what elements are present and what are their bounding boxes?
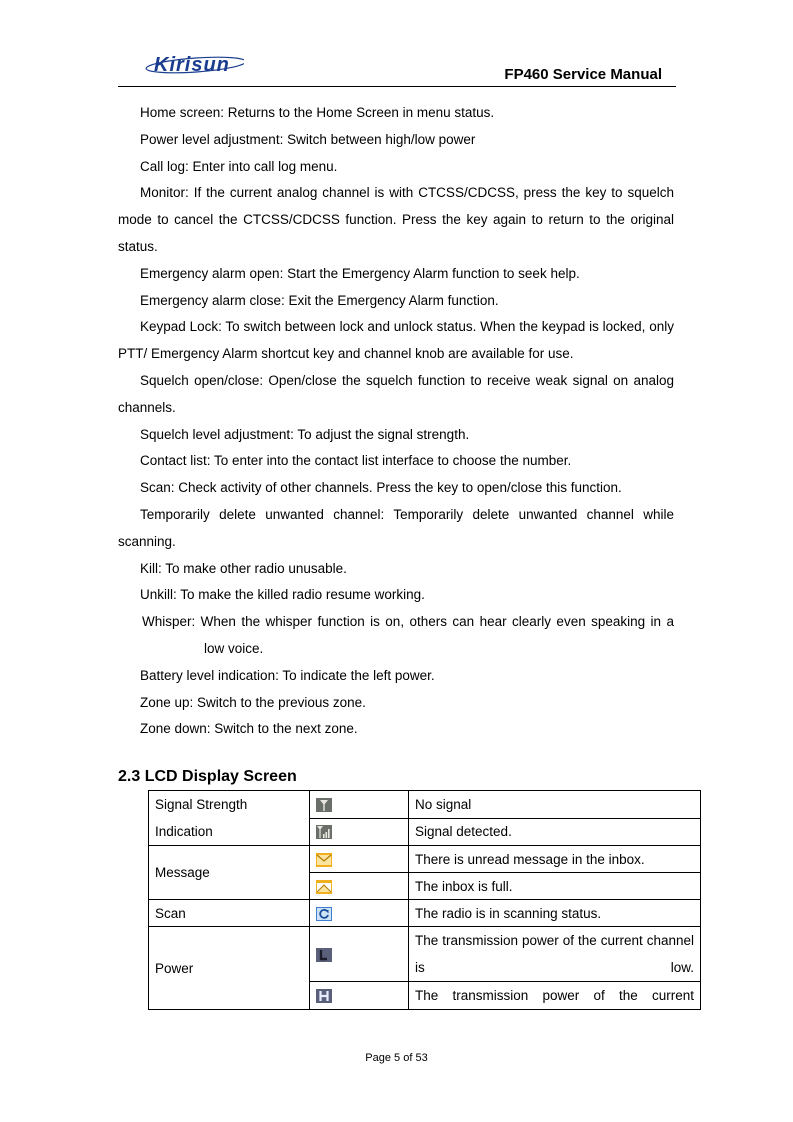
section-title: 2.3 LCD Display Screen [118, 768, 297, 785]
icon-cell [310, 982, 409, 1010]
icon-cell [310, 927, 409, 982]
paragraph-whisper: Whisper: When the whisper function is on, others can hear clearly even speaking in a low voice. [142, 614, 674, 656]
signal-full-icon [316, 825, 332, 839]
paragraph-home-screen: Home screen: Returns to the Home Screen in menu status. [140, 105, 495, 120]
description: Signal detected. [409, 818, 701, 846]
paragraph-monitor: Monitor: If the current analog channel is with CTCSS/CDCSS, press the key to squelch mode to cancel the CTCSS/CDCSS function. Press the key again to return to the original status. [118, 185, 674, 254]
paragraph-keypad-lock: Keypad Lock: To switch between lock and unlock status. When the keypad is locked, only PTT/ Emergency Alarm shortcut key and channel knob are available for use. [118, 319, 674, 362]
paragraph-kill: Kill: To make other radio unusable. [140, 560, 347, 576]
paragraph-zone-down: Zone down: Switch to the next zone. [140, 721, 358, 737]
scan-icon [316, 907, 332, 921]
manual-title: FP460 Service Manual [504, 66, 662, 83]
paragraph-emergency-close: Emergency alarm close: Exit the Emergency Alarm function. [140, 292, 499, 308]
paragraph-unkill: Unkill: To make the killed radio resume working. [140, 587, 425, 603]
paragraph-temporarily-delete: Temporarily delete unwanted channel: Temporarily delete unwanted channel while scanning. [118, 506, 674, 549]
paragraph-emergency-open: Emergency alarm open: Start the Emergency Alarm function to seek help. [140, 265, 580, 281]
icon-cell [310, 791, 409, 819]
table-row [149, 791, 701, 819]
description: The transmission power of the current [409, 982, 701, 1010]
envelope-full-icon [316, 880, 332, 894]
feature-message: Message [149, 846, 310, 900]
envelope-icon [316, 853, 332, 867]
page-header [118, 50, 676, 87]
power-high-icon [316, 989, 332, 1003]
paragraph-scan: Scan: Check activity of other channels. Press the key to open/close this function. [140, 480, 622, 496]
body-text [118, 100, 674, 743]
table-row [149, 846, 701, 873]
icon-cell [310, 846, 409, 873]
description: The radio is in scanning status. [409, 900, 701, 927]
feature-scan: Scan [149, 900, 310, 927]
power-low-icon [316, 948, 332, 962]
lcd-display-table [148, 790, 701, 1010]
paragraph-contact-list: Contact list: To enter into the contact list interface to choose the number. [140, 453, 572, 469]
icon-cell [310, 818, 409, 846]
svg-text:Kirisun: Kirisun [154, 54, 230, 76]
description: There is unread message in the inbox. [409, 846, 701, 873]
table-row [149, 900, 701, 927]
table-row [149, 927, 701, 982]
signal-none-icon [316, 798, 332, 812]
paragraph-zone-up: Zone up: Switch to the previous zone. [140, 694, 366, 710]
icon-cell [310, 873, 409, 900]
paragraph-battery-level: Battery level indication: To indicate the left power. [140, 667, 435, 683]
paragraph-call-log: Call log: Enter into call log menu. [140, 158, 338, 174]
description: The transmission power of the current channel is low. [409, 927, 701, 982]
description: No signal [409, 791, 701, 819]
icon-cell [310, 900, 409, 927]
paragraph-power-level: Power level adjustment: Switch between high/low power [140, 131, 476, 147]
feature-signal-strength: Signal Strength Indication [149, 791, 310, 846]
kirisun-logo [144, 52, 244, 76]
description: The inbox is full. [409, 873, 701, 900]
page-footer: Page 5 of 53 [365, 1052, 428, 1064]
paragraph-squelch-level: Squelch level adjustment: To adjust the signal strength. [140, 426, 470, 442]
feature-power: Power [149, 927, 310, 1010]
paragraph-squelch-open-close: Squelch open/close: Open/close the squelch function to receive weak signal on analog channels. [118, 372, 674, 415]
